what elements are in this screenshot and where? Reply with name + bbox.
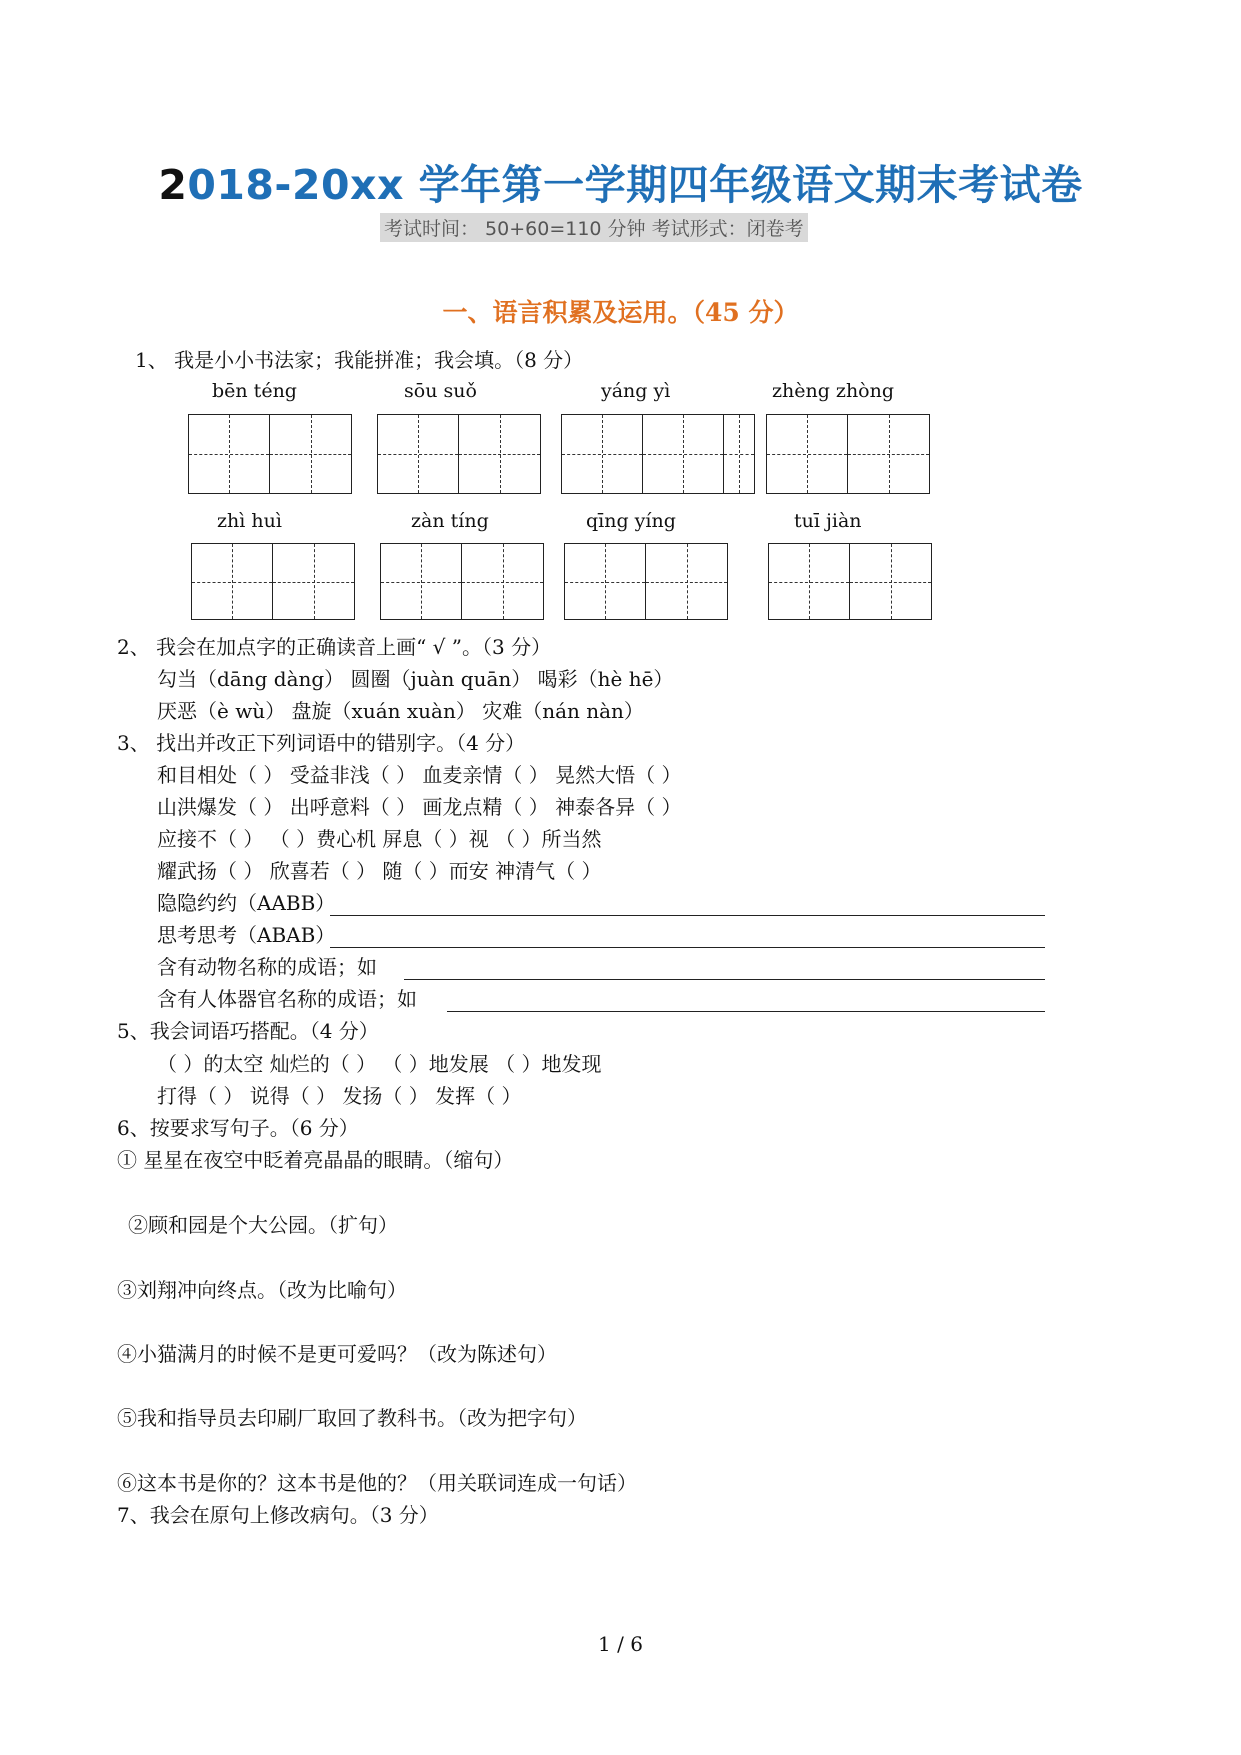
q6-item: ②顾和园是个大公园。（扩句）	[128, 1213, 398, 1237]
q4-label: 思考思考（ABAB）	[157, 923, 336, 947]
q6-item: ① 星星在夜空中眨着亮晶晶的眼睛。（缩句）	[117, 1148, 514, 1172]
pinyin-label: zàn tíng	[411, 510, 489, 532]
title-text: 018-20xx 学年第一学期四年级语文期末考试卷	[187, 161, 1083, 209]
q2-prompt: 2、 我会在加点字的正确读音上画“ √ ”。（3 分）	[117, 635, 552, 659]
section-heading: 一、语言积累及运用。（45 分）	[442, 298, 799, 327]
q6-prompt: 6、按要求写句子。（6 分）	[117, 1116, 359, 1140]
q3-line: 应接不（ ） （ ）费心机 屏息（ ）视 （ ）所当然	[157, 827, 602, 851]
q4-label: 含有人体器官名称的成语；如	[157, 987, 417, 1011]
q6-item: ④小猫满月的时候不是更可爱吗？（改为陈述句）	[117, 1342, 557, 1366]
q3-line: 和目相处（ ） 受益非浅（ ） 血麦亲情（ ） 晃然大悟（ ）	[157, 763, 682, 787]
pinyin-label: zhèng zhòng	[772, 380, 895, 402]
q4-label: 含有动物名称的成语；如	[157, 955, 377, 979]
q3-line: 山洪爆发（ ） 出呼意料（ ） 画龙点精（ ） 神泰各异（ ）	[157, 795, 682, 819]
pinyin-label: tuī jiàn	[794, 510, 862, 532]
title-first-char: 2	[158, 161, 188, 209]
pinyin-label: qīng yíng	[586, 510, 676, 532]
q3-prompt: 3、 找出并改正下列词语中的错别字。（4 分）	[117, 731, 526, 755]
q6-item: ⑥这本书是你的？这本书是他的？（用关联词连成一句话）	[117, 1471, 637, 1495]
answer-line[interactable]	[330, 947, 1045, 948]
answer-line[interactable]	[330, 915, 1045, 916]
pinyin-label: yáng yì	[601, 380, 671, 402]
writing-grid[interactable]	[377, 414, 541, 494]
answer-line[interactable]	[404, 979, 1045, 980]
writing-grid[interactable]	[768, 543, 932, 620]
q3-line: 耀武扬（ ） 欣喜若（ ） 随（ ）而安 神清气（ ）	[157, 859, 602, 883]
q1-prompt: 1、 我是小小书法家；我能拼准；我会填。（8 分）	[135, 348, 584, 372]
writing-grid[interactable]	[188, 414, 352, 494]
exam-title	[0, 152, 1241, 211]
q2-line: 厌恶（è wù） 盘旋（xuán xuàn） 灾难（nán nàn）	[157, 699, 644, 723]
writing-grid[interactable]	[191, 543, 355, 620]
q6-item: ③刘翔冲向终点。（改为比喻句）	[117, 1278, 407, 1302]
writing-grid[interactable]	[564, 543, 728, 620]
writing-grid[interactable]	[766, 414, 930, 494]
answer-line[interactable]	[447, 1011, 1045, 1012]
q7-prompt: 7、我会在原句上修改病句。（3 分）	[117, 1503, 439, 1527]
q5-line: （ ）的太空 灿烂的（ ） （ ）地发展 （ ）地发现	[157, 1052, 602, 1076]
exam-info: 考试时间： 50+60=110 分钟 考试形式：闭卷考	[380, 213, 808, 242]
q6-item: ⑤我和指导员去印刷厂取回了教科书。（改为把字句）	[117, 1406, 587, 1430]
writing-grid[interactable]	[380, 543, 544, 620]
pinyin-label: bēn téng	[212, 380, 297, 402]
pinyin-label: zhì huì	[217, 510, 282, 532]
pinyin-label: sōu suǒ	[404, 380, 477, 402]
page-number: 1 / 6	[598, 1632, 643, 1656]
q2-line: 勾当（dāng dàng） 圆圈（juàn quān） 喝彩（hè hē）	[157, 667, 674, 691]
writing-grid[interactable]	[561, 414, 755, 494]
q5-line: 打得（ ） 说得（ ） 发扬（ ） 发挥（ ）	[157, 1084, 522, 1108]
q5-prompt: 5、我会词语巧搭配。（4 分）	[117, 1019, 379, 1043]
q4-label: 隐隐约约（AABB）	[157, 891, 336, 915]
